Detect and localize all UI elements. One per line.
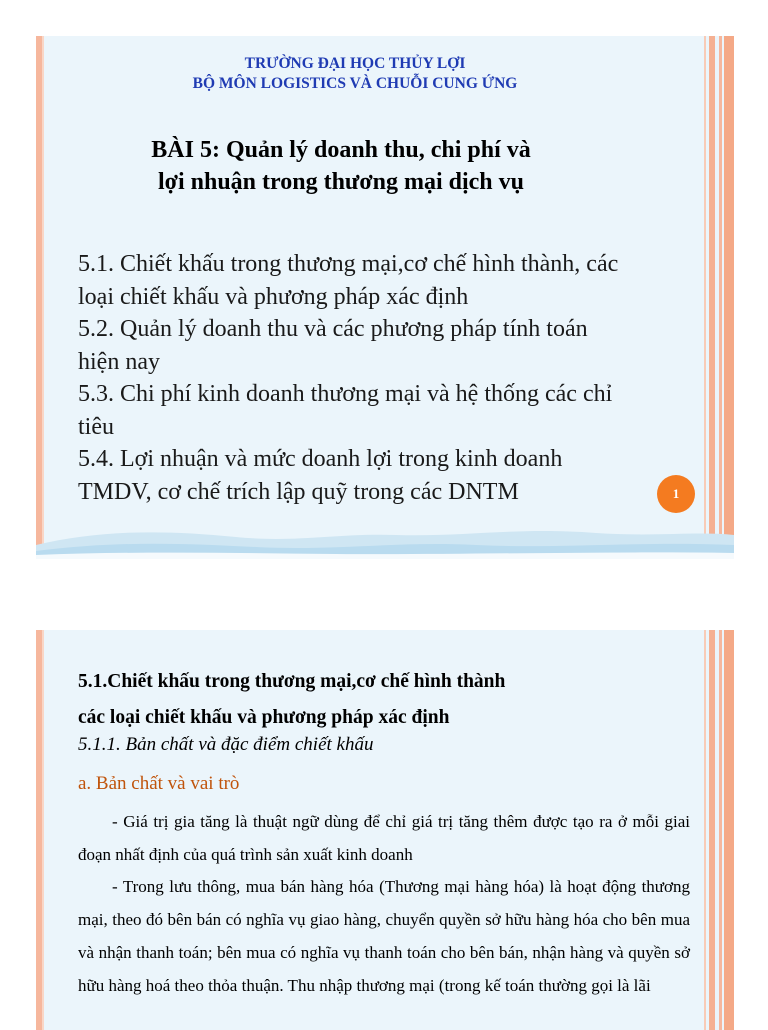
institution-header <box>36 54 674 94</box>
toc-line: tiêu <box>78 413 114 440</box>
university-name: TRƯỜNG ĐẠI HỌC THỦY LỢI <box>244 55 466 72</box>
toc-line: 5.1. Chiết khấu trong thương mại,cơ chế hình thành, các <box>78 251 619 277</box>
section-heading-line-1: 5.1.Chiết khấu trong thương mại,cơ chế hình thành <box>78 671 506 692</box>
section-label: a. Bản chất và vai trò <box>78 773 240 794</box>
lesson-title <box>36 134 646 198</box>
body-paragraph: - Trong lưu thông, mua bán hàng hóa (Thương mại hàng hóa) là hoạt động thương mại, theo đó bên bán có nghĩa vụ giao hàng, chuyển quyền sở hữu hàng hóa cho bên mua và nhận thanh toán; bên mua có nghĩa vụ thanh toán cho bên bán, nhận hàng và quyền sở hữu hàng hoá theo thỏa thuận. Thu nhập thương mại (trong kế toán thường gọi là lãi <box>78 877 690 995</box>
slide-1 <box>36 36 734 559</box>
wave-decoration <box>36 523 734 559</box>
toc-line: 5.2. Quản lý doanh thu và các phương pháp tính toán <box>78 316 588 342</box>
lesson-title-line-1: BÀI 5: Quản lý doanh thu, chi phí và <box>151 137 531 163</box>
body-paragraph: - Giá trị gia tăng là thuật ngữ dùng để chỉ giá trị tăng thêm được tạo ra ở mỗi giai đoạn nhất định của quá trình sản xuất kinh doanh <box>78 812 690 864</box>
page-number-badge: 1 <box>657 475 695 513</box>
toc-line: hiện nay <box>78 348 160 375</box>
slide-left-border <box>36 630 42 1030</box>
toc-line: TMDV, cơ chế trích lập quỹ trong các DNTM <box>78 478 519 505</box>
body-text <box>78 806 690 1002</box>
slide-2 <box>36 630 734 1030</box>
slide-right-border <box>700 36 734 559</box>
table-of-contents <box>78 248 698 508</box>
section-heading <box>78 664 638 736</box>
lesson-title-line-2: lợi nhuận trong thương mại dịch vụ <box>158 169 524 195</box>
slide-left-border <box>36 36 42 559</box>
toc-line: loại chiết khấu và phương pháp xác định <box>78 283 469 310</box>
toc-line: 5.4. Lợi nhuận và mức doanh lợi trong kinh doanh <box>78 446 563 472</box>
toc-line: 5.3. Chi phí kinh doanh thương mại và hệ thống các chỉ <box>78 381 613 407</box>
slide-right-border <box>700 630 734 1030</box>
department-name: BỘ MÔN LOGISTICS VÀ CHUỖI CUNG ỨNG <box>192 75 518 92</box>
subsection-heading: 5.1.1. Bản chất và đặc điểm chiết khấu <box>78 734 374 755</box>
section-heading-line-2: các loại chiết khấu và phương pháp xác định <box>78 707 450 728</box>
